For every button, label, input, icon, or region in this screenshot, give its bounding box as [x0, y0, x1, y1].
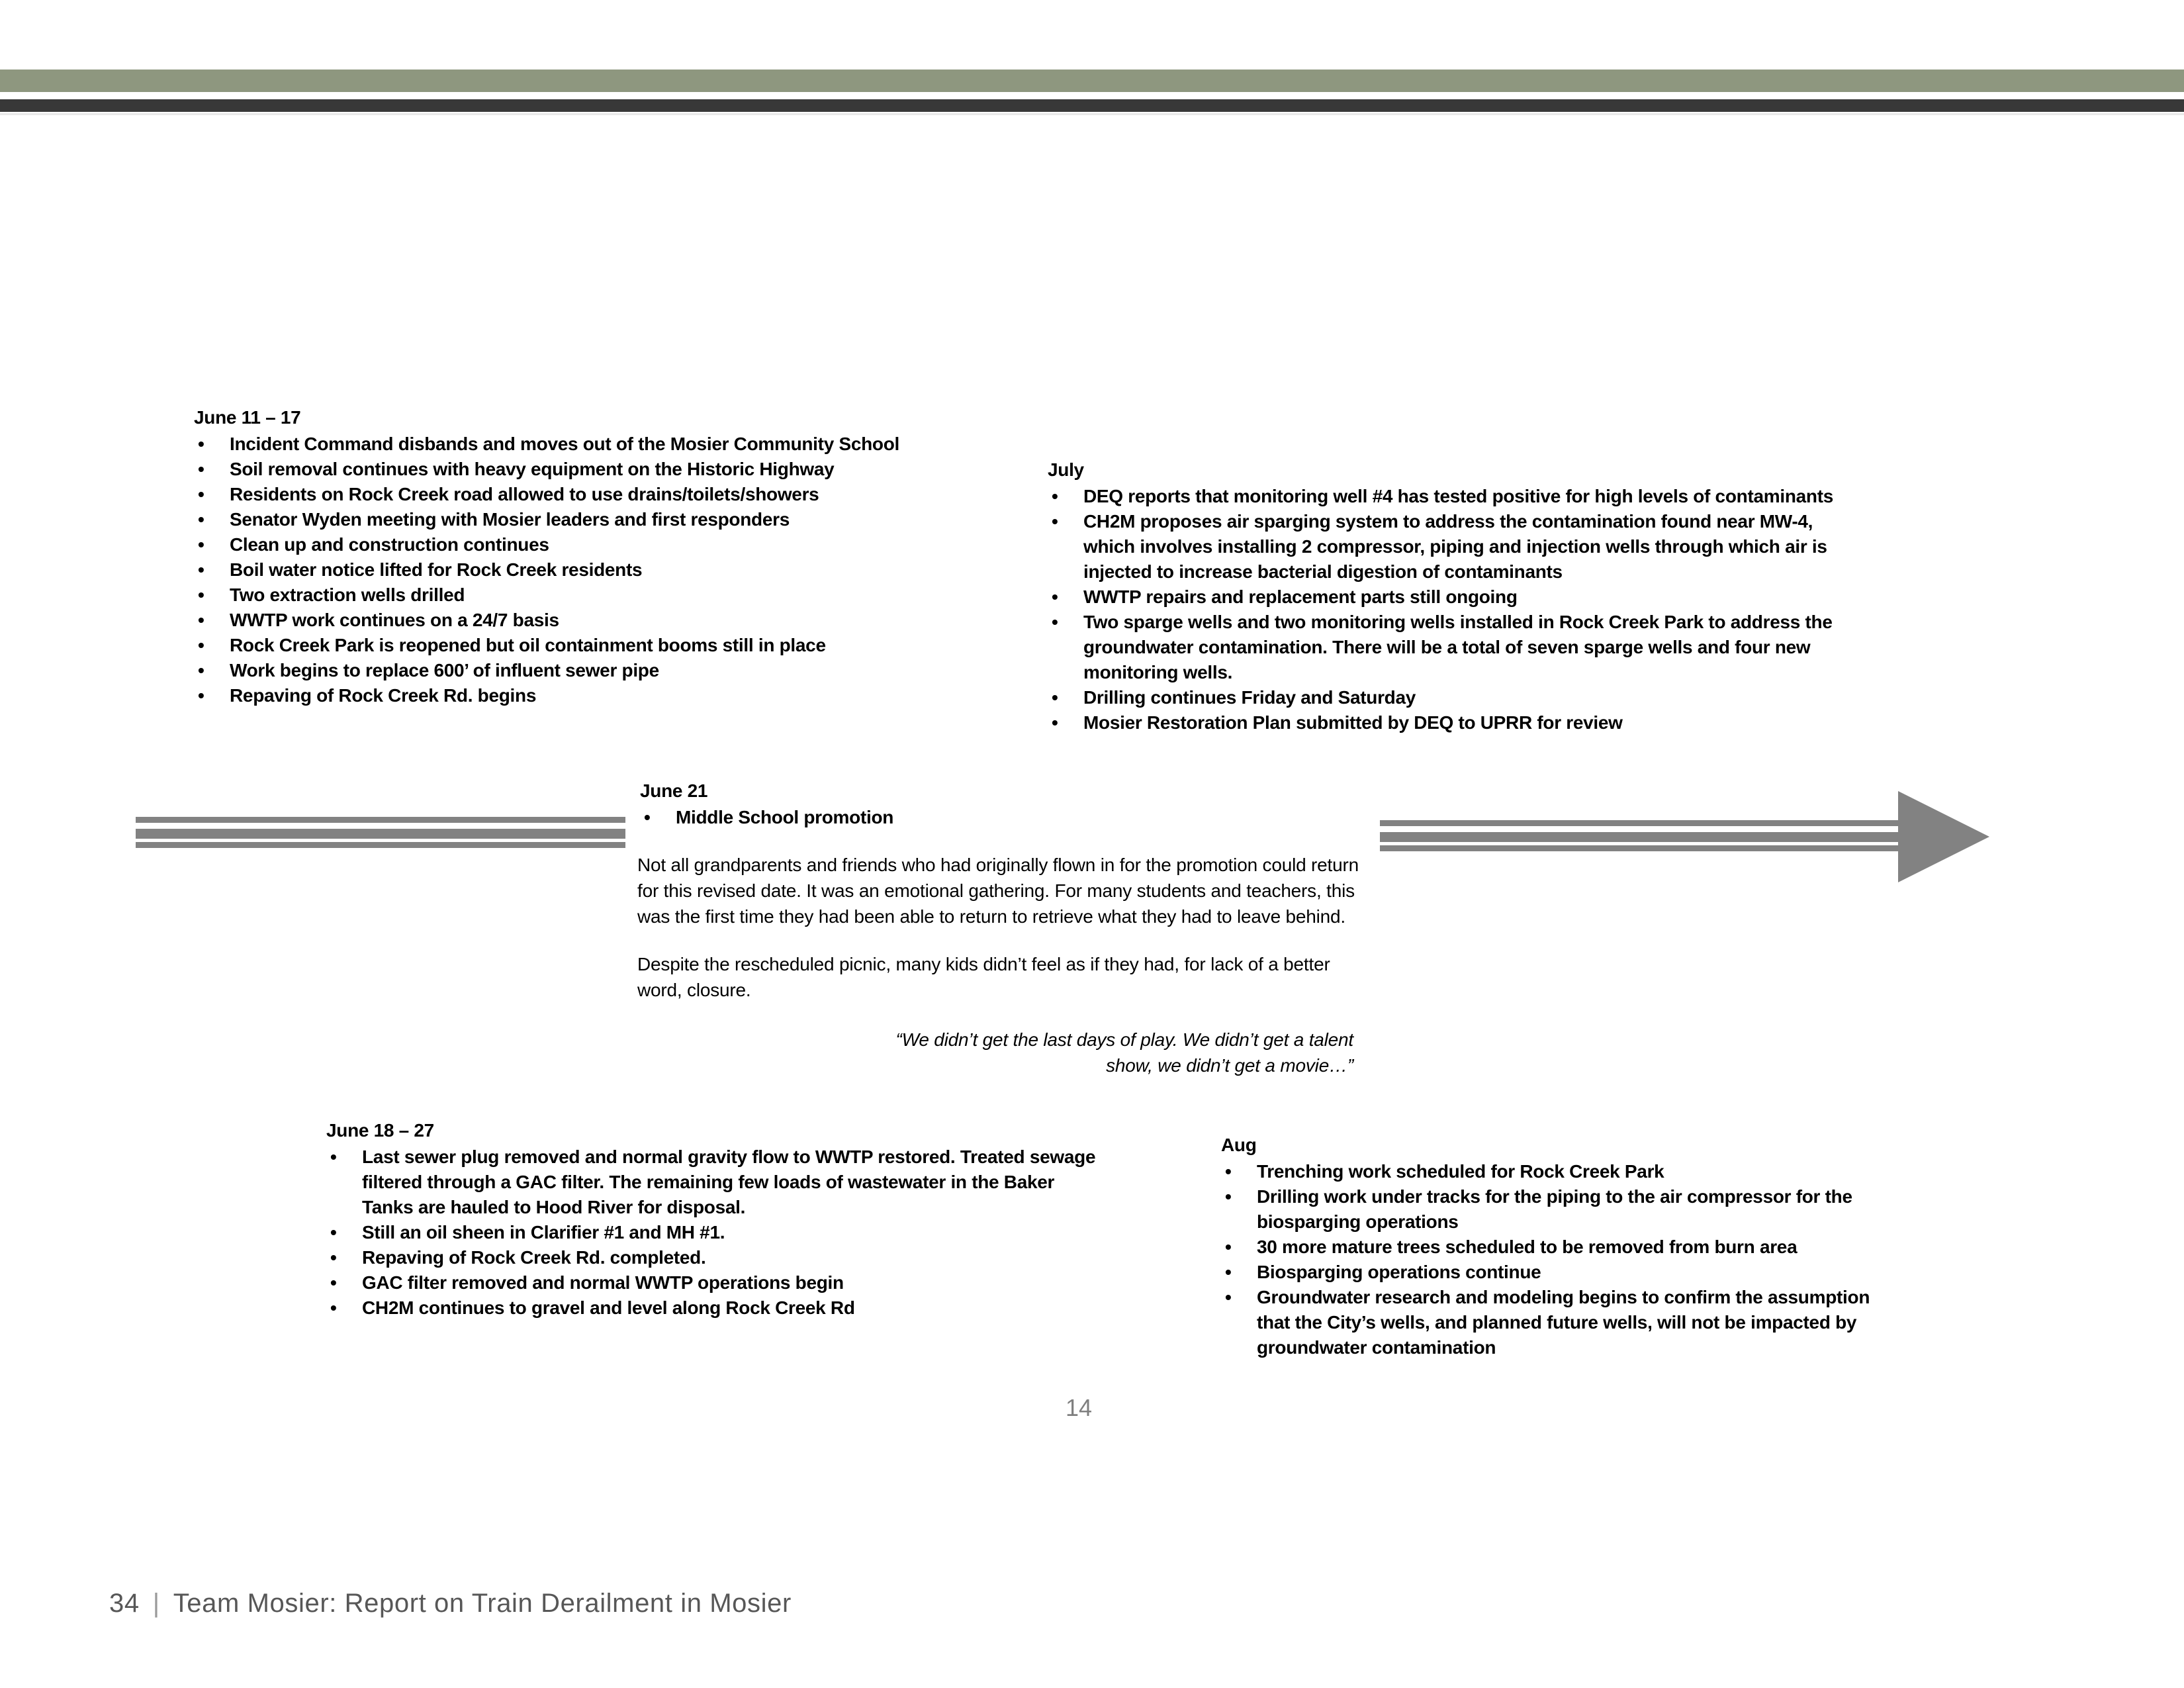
bullet-list [326, 1145, 1107, 1321]
bullet-list [1048, 484, 1839, 735]
top-hairline [0, 113, 2184, 115]
footer-page-number: 34 [109, 1589, 140, 1618]
section-heading: June 21 [640, 780, 708, 801]
top-dark-bar [0, 99, 2184, 112]
footer-separator: | [152, 1589, 160, 1618]
stripe [136, 817, 625, 823]
bullet-item: • Repaving of Rock Creek Rd. begins [194, 683, 1048, 708]
bullet-item: • Still an oil sheen in Clarifier #1 and MH #1. [326, 1220, 1107, 1245]
bullet-item: • CH2M continues to gravel and level along Rock Creek Rd [326, 1295, 1107, 1321]
student-quote: “We didn’t get the last days of play. We didn’t get a talent show, we didn’t get a movie…” [895, 1029, 1353, 1076]
timeline-section-july [1048, 457, 1839, 735]
timeline-section-june18 [326, 1118, 1107, 1321]
bullet-item: • Senator Wyden meeting with Mosier leaders and first responders [194, 507, 1048, 532]
section-heading: July [1048, 459, 1084, 480]
bullet-item: • Biosparging operations continue [1221, 1260, 1896, 1285]
footer-report-title: Team Mosier: Report on Train Derailment in Mosier [173, 1589, 792, 1618]
stripe [1380, 845, 1898, 851]
bullet-item: • Two extraction wells drilled [194, 583, 1048, 608]
bullet-item: • Residents on Rock Creek road allowed to use drains/toilets/showers [194, 482, 1048, 507]
stripe [1380, 820, 1898, 826]
page-footer [109, 1589, 792, 1618]
bullet-item: • Repaving of Rock Creek Rd. completed. [326, 1245, 1107, 1270]
bullet-item: • Work begins to replace 600’ of influent sewer pipe [194, 658, 1048, 683]
timeline-section-june11 [194, 405, 1048, 708]
bullet-item: • WWTP work continues on a 24/7 basis [194, 608, 1048, 633]
arrowhead-icon [1898, 791, 1989, 882]
stripe [136, 829, 625, 839]
narrative-paragraph: Not all grandparents and friends who had originally flown in for the promotion could return for this revised date. It was an emotional gathering. For many students and teachers, this was the first time they had been able to return to retrieve what they had to leave behind. [637, 855, 1359, 927]
triple-stripe-arrow-right [1380, 820, 1898, 851]
bullet-item: • WWTP repairs and replacement parts still ongoing [1048, 585, 1839, 610]
bullet-item: • Clean up and construction continues [194, 532, 1048, 557]
bullet-item: • Middle School promotion [640, 805, 1373, 830]
section-heading: June 18 – 27 [326, 1120, 434, 1141]
bullet-item: • Mosier Restoration Plan submitted by DEQ to UPRR for review [1048, 710, 1839, 735]
bullet-item: • Two sparge wells and two monitoring wells installed in Rock Creek Park to address the groundwater contamination. There will be a total of seven sparge wells and four new monitoring wells. [1048, 610, 1839, 685]
timeline-section-june21 [637, 778, 1373, 1078]
bullet-list [640, 805, 1373, 830]
bullet-item: • GAC filter removed and normal WWTP operations begin [326, 1270, 1107, 1295]
bullet-item: • Drilling work under tracks for the piping to the air compressor for the biosparging operations [1221, 1184, 1896, 1235]
bullet-item: • Groundwater research and modeling begins to confirm the assumption that the City’s wells, and planned future wells, will not be impacted by groundwater contamination [1221, 1285, 1896, 1360]
timeline-section-aug [1221, 1133, 1896, 1360]
section-heading: Aug [1221, 1135, 1257, 1155]
bullet-item: • Soil removal continues with heavy equipment on the Historic Highway [194, 457, 1048, 482]
bullet-item: • Boil water notice lifted for Rock Creek residents [194, 557, 1048, 583]
bullet-item: • Trenching work scheduled for Rock Creek Park [1221, 1159, 1896, 1184]
bullet-item: • Incident Command disbands and moves out of the Mosier Community School [194, 432, 1048, 457]
slide-number: 14 [1065, 1394, 1093, 1421]
top-green-bar [0, 70, 2184, 92]
bullet-item: • CH2M proposes air sparging system to address the contamination found near MW-4, which involves installing 2 compressor, piping and injection wells through which air is injected to increase bacterial digestion of contaminants [1048, 509, 1839, 585]
bullet-item: • Last sewer plug removed and normal gravity flow to WWTP restored. Treated sewage filtered through a GAC filter. The remaining few loads of wastewater in the Baker Tanks are hauled to Hood River for disposal. [326, 1145, 1107, 1220]
bullet-item: • 30 more mature trees scheduled to be removed from burn area [1221, 1235, 1896, 1260]
triple-stripe-divider-left [136, 817, 625, 848]
bullet-list [194, 432, 1048, 708]
narrative-paragraph: Despite the rescheduled picnic, many kids didn’t feel as if they had, for lack of a better word, closure. [637, 954, 1330, 1000]
section-heading: June 11 – 17 [194, 407, 301, 428]
bullet-item: • DEQ reports that monitoring well #4 has tested positive for high levels of contaminants [1048, 484, 1839, 509]
stripe [1380, 832, 1898, 842]
bullet-item: • Rock Creek Park is reopened but oil containment booms still in place [194, 633, 1048, 658]
bullet-list [1221, 1159, 1896, 1360]
bullet-item: • Drilling continues Friday and Saturday [1048, 685, 1839, 710]
stripe [136, 842, 625, 848]
